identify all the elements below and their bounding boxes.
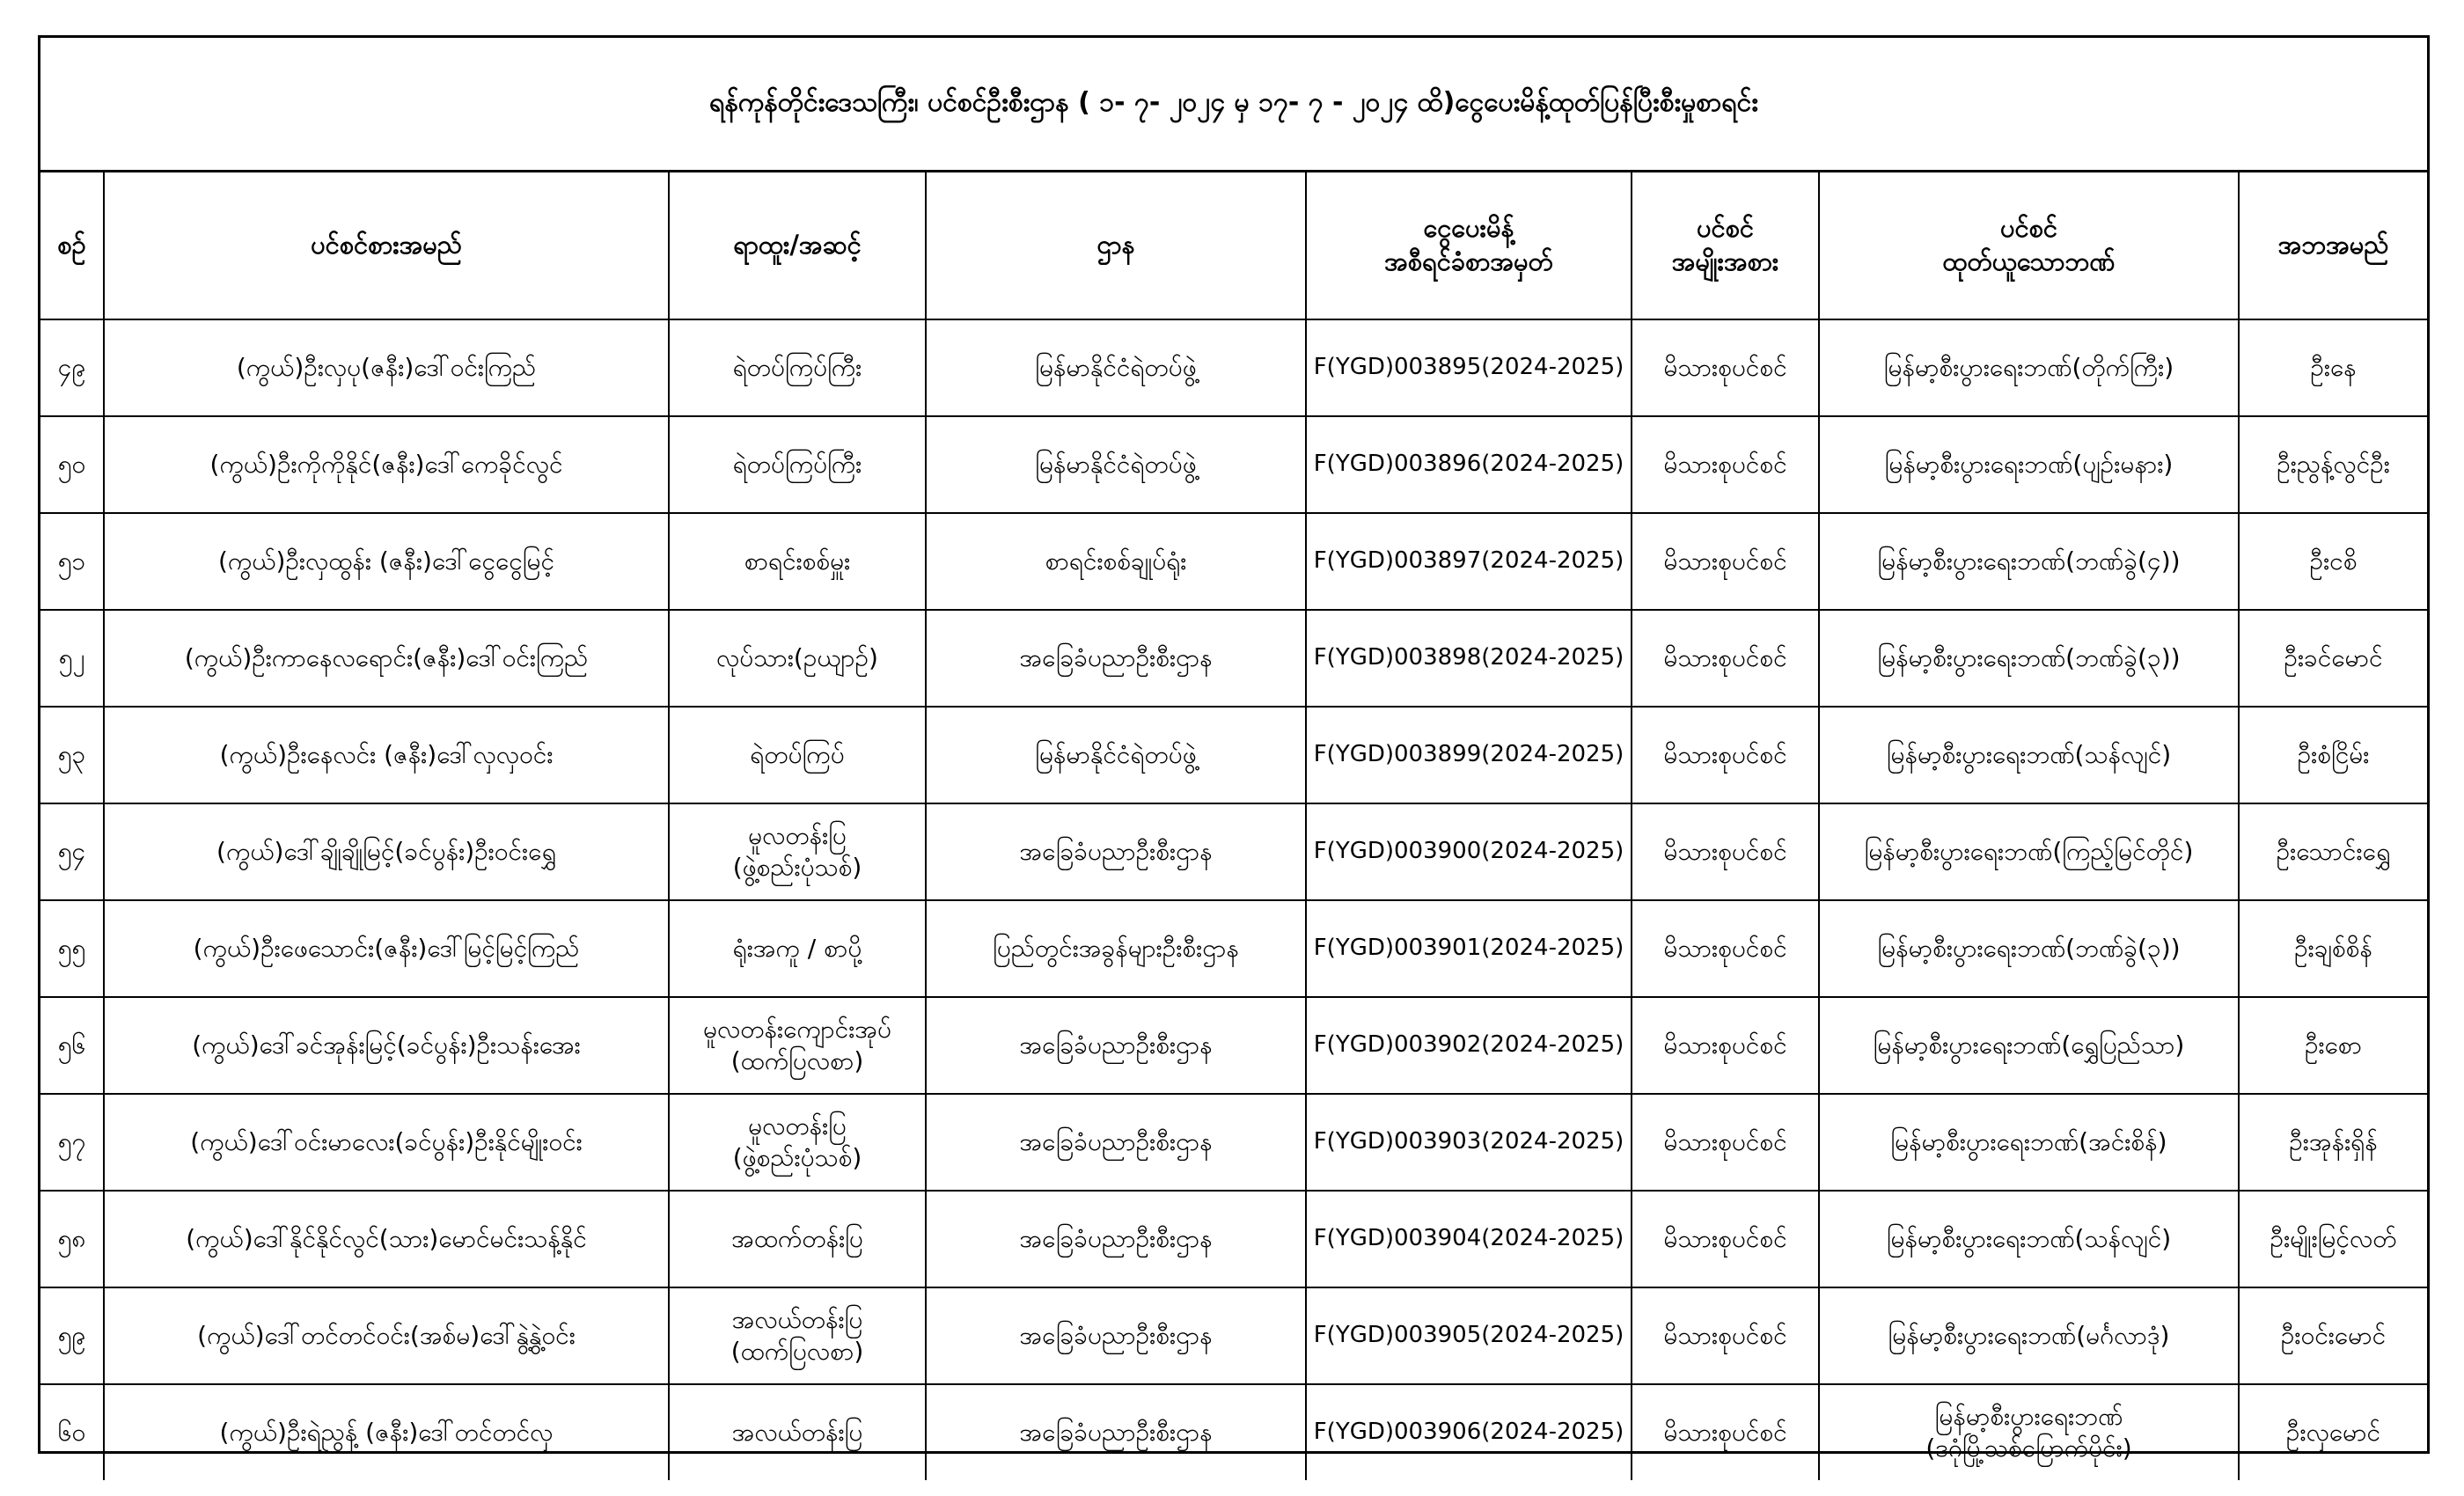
cell-order-no (1306, 319, 1632, 416)
cell-pension-type-text: မိသားစုပင်စင် (1663, 1417, 1787, 1447)
header-order-no (1306, 172, 1632, 319)
cell-no (40, 1287, 104, 1384)
cell-pension-type (1632, 319, 1819, 416)
cell-no (40, 1191, 104, 1287)
cell-father-name (2239, 900, 2427, 997)
cell-rank-text-line1: မူလတန်းကျောင်းအုပ် (703, 1014, 891, 1044)
cell-bank-text-line1: မြန်မာ့စီးပွားရေးဘဏ်(ပျဉ်းမနား) (1884, 449, 2174, 479)
cell-order-no-text: F(YGD)003895(2024-2025) (1313, 354, 1624, 381)
table-row (40, 900, 2427, 997)
header-no: စဉ် (40, 172, 104, 319)
cell-pension-type (1632, 1094, 1819, 1191)
cell-order-no-text: F(YGD)003904(2024-2025) (1313, 1225, 1624, 1252)
cell-pension-type-text: မိသားစုပင်စင် (1663, 642, 1787, 672)
cell-name (104, 610, 669, 707)
cell-name (104, 900, 669, 997)
cell-rank (669, 1287, 926, 1384)
header-pension-type-line1: ပင်စင် (1696, 213, 1755, 244)
cell-bank (1819, 513, 2239, 610)
cell-rank-text-line1: ရဲတပ်ကြပ်ကြီး (732, 352, 862, 382)
cell-pension-type-text: မိသားစုပင်စင် (1663, 546, 1787, 576)
cell-order-no-text: F(YGD)003899(2024-2025) (1313, 741, 1624, 768)
header-rank: ရာထူး/အဆင့် (669, 172, 926, 319)
cell-rank (669, 610, 926, 707)
pension-report-sheet (38, 35, 2430, 1463)
cell-father-name (2239, 1191, 2427, 1287)
table-row (40, 1287, 2427, 1384)
cell-name (104, 707, 669, 803)
cell-order-no-text: F(YGD)003902(2024-2025) (1313, 1031, 1624, 1059)
cell-order-no (1306, 416, 1632, 513)
cell-rank-text-line1: ရဲတပ်ကြပ်ကြီး (732, 449, 862, 479)
cell-department (926, 707, 1306, 803)
cell-no (40, 707, 104, 803)
cell-pension-type (1632, 997, 1819, 1094)
cell-name-text: (ကွယ်)ဒေါ်နိုင်နိုင်လွင်(သား)မောင်မင်းသန့်နိုင် (186, 1223, 587, 1253)
cell-order-no (1306, 900, 1632, 997)
cell-bank (1819, 610, 2239, 707)
cell-order-no (1306, 1287, 1632, 1384)
header-bank (1819, 172, 2239, 319)
header-order-no-line1: ငွေပေးမိန့် (1423, 213, 1514, 244)
cell-rank (669, 1384, 926, 1480)
cell-department (926, 1287, 1306, 1384)
table-row (40, 997, 2427, 1094)
cell-rank (669, 513, 926, 610)
cell-department (926, 900, 1306, 997)
cell-rank (669, 803, 926, 900)
cell-father-name-text: ဦးလှမောင် (2285, 1417, 2381, 1447)
cell-pension-type (1632, 513, 1819, 610)
cell-name (104, 1094, 669, 1191)
cell-no-text: ၅၃ (57, 739, 86, 769)
cell-bank-text-line1: မြန်မာ့စီးပွားရေးဘဏ်(သန်လျင်) (1886, 739, 2172, 769)
cell-order-no-text: F(YGD)003905(2024-2025) (1313, 1322, 1624, 1349)
cell-father-name (2239, 416, 2427, 513)
cell-rank-text-line1: မူလတန်းပြ (748, 820, 847, 850)
cell-name (104, 803, 669, 900)
cell-pension-type (1632, 803, 1819, 900)
cell-bank-text-line1: မြန်မာ့စီးပွားရေးဘဏ်(တိုက်ကြီး) (1883, 352, 2174, 382)
cell-father-name (2239, 997, 2427, 1094)
table-row (40, 1384, 2427, 1480)
cell-bank (1819, 416, 2239, 513)
cell-order-no (1306, 1384, 1632, 1480)
cell-father-name (2239, 1094, 2427, 1191)
cell-pension-type-text: မိသားစုပင်စင် (1663, 1223, 1787, 1253)
cell-rank (669, 1191, 926, 1287)
cell-name-text: (ကွယ်)ဒေါ်ဝင်းမာလေး(ခင်ပွန်း)ဦးနိုင်မျိုးဝင်း (190, 1126, 583, 1156)
cell-no (40, 900, 104, 997)
cell-no-text: ၄၉ (57, 352, 86, 382)
cell-father-name-text: ဦးနေ (2310, 352, 2357, 382)
cell-bank (1819, 1191, 2239, 1287)
cell-pension-type-text: မိသားစုပင်စင် (1663, 1320, 1787, 1350)
cell-rank-text-line2: (ဖွဲ့စည်းပုံသစ်) (732, 1143, 862, 1172)
cell-department-text: စာရင်းစစ်ချုပ်ရုံး (1045, 546, 1187, 576)
cell-name-text: (ကွယ်)ဦးကာနေလရောင်း(ဇနီး)ဒေါ်ဝင်းကြည် (184, 642, 589, 672)
cell-order-no-text: F(YGD)003906(2024-2025) (1313, 1419, 1624, 1446)
cell-no-text: ၅၅ (57, 933, 86, 963)
cell-bank (1819, 900, 2239, 997)
cell-department-text: အခြေခံပညာဦးစီးဌာန (1019, 1320, 1213, 1350)
cell-pension-type-text: မိသားစုပင်စင် (1663, 739, 1787, 769)
cell-no (40, 997, 104, 1094)
cell-no (40, 803, 104, 900)
cell-bank (1819, 707, 2239, 803)
cell-father-name-text: ဦးမျိုးမြင့်လတ် (2270, 1223, 2397, 1253)
cell-name-text: (ကွယ်)ဦးရဲညွန့် (ဇနီး)ဒေါ်တင်တင်လှ (219, 1417, 554, 1447)
cell-pension-type (1632, 900, 1819, 997)
cell-name-text: (ကွယ်)ဒေါ်ခင်အုန်းမြင့်(ခင်ပွန်း)ဦးသန်းအေး (192, 1030, 581, 1060)
cell-order-no (1306, 707, 1632, 803)
cell-name (104, 416, 669, 513)
cell-father-name-text: ဦးညွန့်လွင်ဦး (2277, 449, 2390, 479)
cell-department (926, 1094, 1306, 1191)
cell-rank-text-line1: အလယ်တန်းပြ (731, 1304, 863, 1334)
cell-father-name (2239, 707, 2427, 803)
cell-name (104, 997, 669, 1094)
cell-order-no-text: F(YGD)003903(2024-2025) (1313, 1128, 1624, 1155)
cell-pension-type (1632, 1384, 1819, 1480)
cell-pension-type-text: မိသားစုပင်စင် (1663, 352, 1787, 382)
cell-no (40, 1384, 104, 1480)
header-row (40, 172, 2427, 319)
cell-rank (669, 900, 926, 997)
cell-name-text: (ကွယ်)ဦးလှပု(ဇနီး)ဒေါ်ဝင်းကြည် (236, 352, 537, 382)
cell-father-name-text: ဦးစော (2304, 1030, 2363, 1060)
cell-bank (1819, 1384, 2239, 1480)
cell-order-no (1306, 1094, 1632, 1191)
cell-bank-text-line1: မြန်မာ့စီးပွားရေးဘဏ်(ဘဏ်ခွဲ(၃)) (1877, 933, 2181, 963)
cell-name (104, 319, 669, 416)
cell-no-text: ၅၉ (57, 1320, 86, 1350)
cell-father-name (2239, 319, 2427, 416)
cell-name (104, 1384, 669, 1480)
cell-pension-type-text: မိသားစုပင်စင် (1663, 1030, 1787, 1060)
cell-rank-text-line2: (ဖွဲ့စည်းပုံသစ်) (732, 853, 862, 882)
cell-rank (669, 319, 926, 416)
header-order-no-line2: အစီရင်ခံစာအမှတ် (1384, 246, 1553, 276)
cell-rank (669, 997, 926, 1094)
cell-no-text: ၅၂ (58, 642, 85, 672)
table-row (40, 513, 2427, 610)
report-title: ရန်ကုန်တိုင်းဒေသကြီး၊ ပင်စင်ဦးစီးဌာန ( ၁- ၇- ၂၀၂၄ မှ ၁၇- ၇ - ၂၀၂၄ ထိ)ငွေပေးမိန့်ထုတ်ပြန်ပြီးစီးမှုစာရင်း (40, 38, 2427, 172)
cell-rank-text-line2: (ထက်ပြလစာ) (730, 1337, 864, 1366)
cell-rank-text-line1: စာရင်းစစ်မှူး (744, 546, 851, 576)
cell-no (40, 513, 104, 610)
cell-no-text: ၅၁ (57, 546, 86, 576)
cell-name-text: (ကွယ်)ဒေါ်ချိုချိုမြင့်(ခင်ပွန်း)ဦးဝင်းရွှေ (216, 836, 556, 866)
cell-department-text: အခြေခံပညာဦးစီးဌာန (1019, 642, 1213, 672)
cell-name-text: (ကွယ်)ဦးဖေသောင်း(ဇနီး)ဒေါ်မြင့်မြင့်ကြည် (193, 933, 580, 963)
cell-father-name (2239, 1287, 2427, 1384)
cell-department-text: အခြေခံပညာဦးစီးဌာန (1019, 836, 1213, 866)
header-father-name: အဘအမည် (2239, 172, 2427, 319)
cell-order-no-text: F(YGD)003900(2024-2025) (1313, 838, 1624, 865)
cell-pension-type (1632, 416, 1819, 513)
cell-order-no-text: F(YGD)003901(2024-2025) (1313, 935, 1624, 962)
cell-order-no-text: F(YGD)003897(2024-2025) (1313, 547, 1624, 575)
cell-department-text: ပြည်တွင်းအခွန်များဦးစီးဌာန (993, 933, 1239, 963)
cell-bank (1819, 997, 2239, 1094)
cell-bank-text-line1: မြန်မာ့စီးပွားရေးဘဏ်(ဘဏ်ခွဲ(၄)) (1877, 546, 2181, 576)
cell-no-text: ၅၈ (57, 1223, 86, 1253)
cell-no-text: ၅၄ (57, 836, 86, 866)
cell-pension-type-text: မိသားစုပင်စင် (1663, 1126, 1787, 1156)
cell-name (104, 513, 669, 610)
header-department: ဌာန (926, 172, 1306, 319)
header-pension-type (1632, 172, 1819, 319)
cell-bank-text-line1: မြန်မာ့စီးပွားရေးဘဏ်(သန်လျင်) (1886, 1223, 2172, 1253)
cell-order-no (1306, 513, 1632, 610)
cell-order-no-text: F(YGD)003896(2024-2025) (1313, 451, 1624, 478)
table-row (40, 707, 2427, 803)
cell-department-text: မြန်မာနိုင်ငံရဲတပ်ဖွဲ့ (1035, 352, 1197, 382)
pension-table (40, 172, 2427, 1480)
cell-department (926, 997, 1306, 1094)
table-row (40, 319, 2427, 416)
cell-father-name-text: ဦးချစ်စိန် (2294, 933, 2372, 963)
cell-father-name-text: ဦးငစိ (2309, 546, 2358, 576)
cell-no (40, 416, 104, 513)
cell-department (926, 1384, 1306, 1480)
cell-order-no-text: F(YGD)003898(2024-2025) (1313, 644, 1624, 671)
cell-bank (1819, 1287, 2239, 1384)
cell-no (40, 319, 104, 416)
table-row (40, 416, 2427, 513)
cell-rank-text-line1: အထက်တန်းပြ (731, 1223, 863, 1253)
cell-father-name-text: ဦးခင်မောင် (2284, 642, 2383, 672)
cell-name-text: (ကွယ်)ဦးနေလင်း (ဇနီး)ဒေါ်လှလှဝင်း (219, 739, 554, 769)
cell-bank-text-line1: မြန်မာ့စီးပွားရေးဘဏ်(ကြည့်မြင်တိုင်) (1864, 836, 2194, 866)
cell-department-text: အခြေခံပညာဦးစီးဌာန (1019, 1417, 1213, 1447)
cell-pension-type-text: မိသားစုပင်စင် (1663, 933, 1787, 963)
cell-rank (669, 416, 926, 513)
cell-order-no (1306, 803, 1632, 900)
cell-name-text: (ကွယ်)ဦးလှထွန်း (ဇနီး)ဒေါ်ငွေငွေမြင့် (217, 546, 555, 576)
table-row (40, 803, 2427, 900)
cell-bank-text-line1: မြန်မာ့စီးပွားရေးဘဏ်(အင်းစိန်) (1890, 1126, 2167, 1156)
cell-no-text: ၅၀ (57, 449, 86, 479)
cell-father-name (2239, 803, 2427, 900)
cell-department (926, 319, 1306, 416)
cell-father-name-text: ဦးအုန်းရှိန် (2289, 1126, 2378, 1156)
cell-rank (669, 1094, 926, 1191)
cell-father-name (2239, 610, 2427, 707)
cell-no (40, 610, 104, 707)
cell-no-text: ၅၇ (57, 1126, 86, 1156)
table-row (40, 1191, 2427, 1287)
cell-father-name-text: ဦးဝင်းမောင် (2280, 1320, 2387, 1350)
cell-rank-text-line1: ရုံးအကူ / စာပို့ (732, 933, 862, 963)
cell-department-text: အခြေခံပညာဦးစီးဌာန (1019, 1223, 1213, 1253)
cell-department (926, 803, 1306, 900)
cell-no-text: ၅၆ (57, 1030, 86, 1060)
cell-rank-text-line2: (ထက်ပြလစာ) (730, 1046, 864, 1075)
table-row (40, 1094, 2427, 1191)
cell-pension-type (1632, 1287, 1819, 1384)
header-name: ပင်စင်စားအမည် (104, 172, 669, 319)
cell-bank (1819, 803, 2239, 900)
cell-father-name (2239, 1384, 2427, 1480)
cell-bank-text-line2: (ဒဂုံမြို့သစ်မြောက်ပိုင်း) (1925, 1434, 2132, 1463)
cell-department (926, 513, 1306, 610)
cell-rank-text-line1: ရဲတပ်ကြပ် (750, 739, 845, 769)
cell-name-text: (ကွယ်)ဒေါ်တင်တင်ဝင်း(အစ်မ)ဒေါ်နွဲ့နွဲ့ဝင်း (197, 1320, 576, 1350)
cell-bank-text-line1: မြန်မာ့စီးပွားရေးဘဏ်(မင်္ဂလာဒုံ) (1888, 1320, 2170, 1350)
cell-department (926, 610, 1306, 707)
cell-no-text: ၆၀ (57, 1417, 86, 1447)
cell-bank (1819, 319, 2239, 416)
cell-pension-type-text: မိသားစုပင်စင် (1663, 836, 1787, 866)
header-bank-line1: ပင်စင် (1999, 213, 2058, 244)
cell-rank-text-line1: အလယ်တန်းပြ (731, 1417, 863, 1447)
cell-bank (1819, 1094, 2239, 1191)
cell-department-text: မြန်မာနိုင်ငံရဲတပ်ဖွဲ့ (1035, 449, 1197, 479)
cell-department (926, 416, 1306, 513)
cell-department-text: အခြေခံပညာဦးစီးဌာန (1019, 1030, 1213, 1060)
cell-no (40, 1094, 104, 1191)
cell-rank (669, 707, 926, 803)
cell-pension-type (1632, 610, 1819, 707)
header-bank-line2: ထုတ်ယူသောဘဏ် (1942, 246, 2116, 276)
cell-father-name-text: ဦးသောင်းရွှေ (2276, 836, 2391, 866)
cell-pension-type (1632, 707, 1819, 803)
cell-department-text: အခြေခံပညာဦးစီးဌာန (1019, 1126, 1213, 1156)
cell-rank-text-line1: မူလတန်းပြ (748, 1111, 847, 1140)
cell-name (104, 1191, 669, 1287)
cell-father-name-text: ဦးစံငြိမ်း (2297, 739, 2370, 769)
cell-order-no (1306, 610, 1632, 707)
cell-order-no (1306, 997, 1632, 1094)
table-row (40, 610, 2427, 707)
cell-name (104, 1287, 669, 1384)
cell-pension-type (1632, 1191, 1819, 1287)
cell-pension-type-text: မိသားစုပင်စင် (1663, 449, 1787, 479)
cell-bank-text-line1: မြန်မာ့စီးပွားရေးဘဏ် (1934, 1401, 2123, 1431)
cell-rank-text-line1: လုပ်သား(ဥယျာဉ်) (716, 642, 878, 672)
header-pension-type-line2: အမျိုးအစား (1671, 246, 1779, 276)
cell-name-text: (ကွယ်)ဦးကိုကိုနိုင်(ဇနီး)ဒေါ်ကေခိုင်လွင် (209, 449, 563, 479)
cell-department (926, 1191, 1306, 1287)
cell-bank-text-line1: မြန်မာ့စီးပွားရေးဘဏ်(ရွှေပြည်သာ) (1873, 1030, 2185, 1060)
cell-father-name (2239, 513, 2427, 610)
cell-order-no (1306, 1191, 1632, 1287)
cell-bank-text-line1: မြန်မာ့စီးပွားရေးဘဏ်(ဘဏ်ခွဲ(၃)) (1877, 642, 2181, 672)
cell-department-text: မြန်မာနိုင်ငံရဲတပ်ဖွဲ့ (1035, 739, 1197, 769)
